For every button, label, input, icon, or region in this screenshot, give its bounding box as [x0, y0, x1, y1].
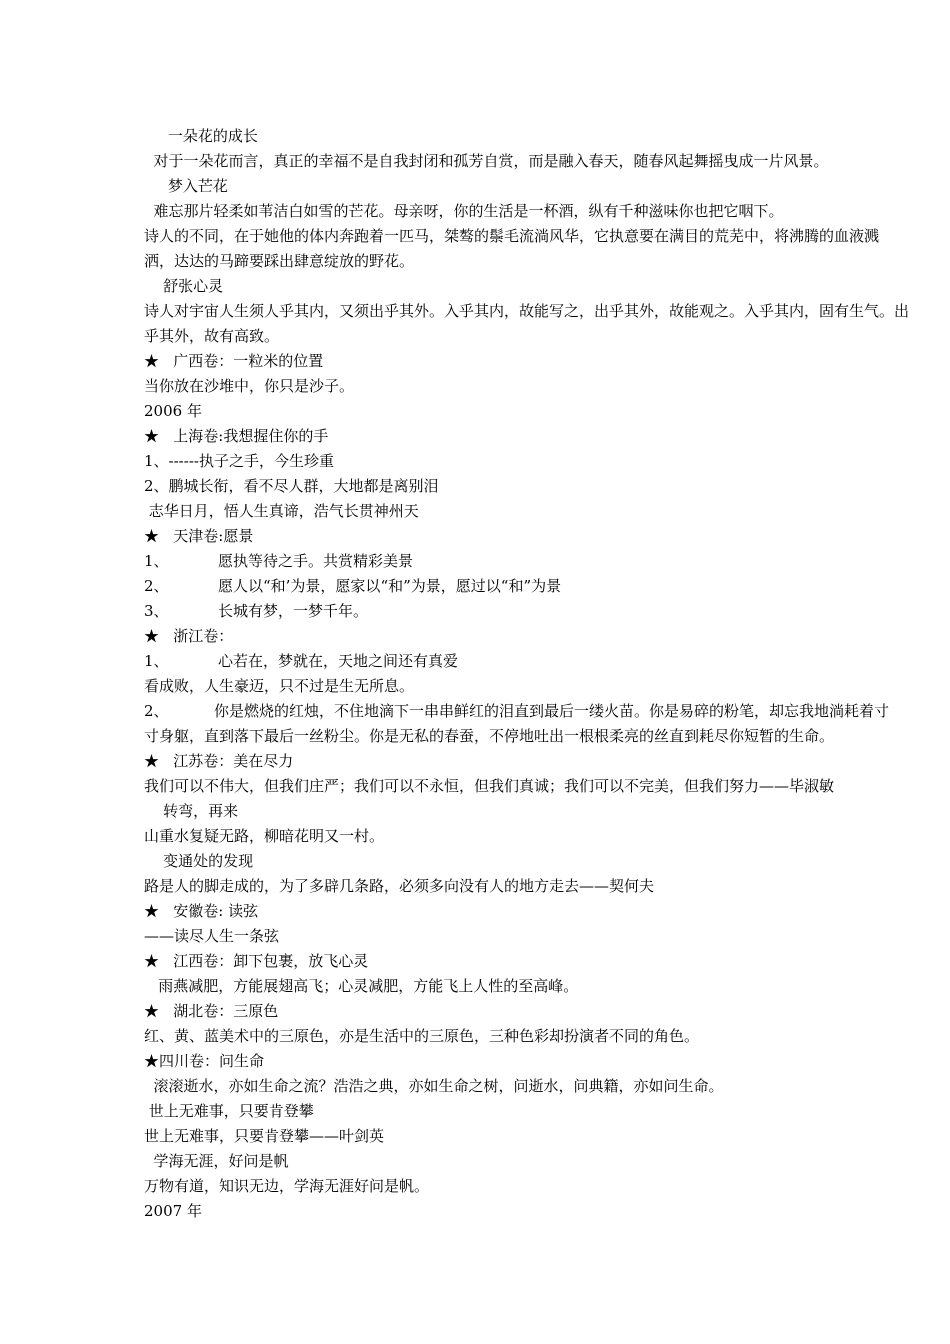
- year-heading: 2006 年: [144, 402, 202, 420]
- heading-line: 转弯，再来: [144, 802, 239, 820]
- numbered-item: [144, 574, 950, 599]
- numbered-item: [144, 699, 950, 724]
- year-heading: 2007 年: [144, 1202, 202, 1220]
- text-line: 万物有道，知识无边，学海无涯好问是帆。: [144, 1177, 430, 1195]
- heading-line: 舒张心灵: [144, 277, 224, 295]
- text-line: 学海无涯，好问是帆: [144, 1152, 289, 1170]
- numbered-item: [144, 599, 950, 624]
- text-line: 看成败，人生豪迈，只不过是生无所息。: [144, 677, 415, 695]
- text-line: 世上无难事，只要肯登攀: [144, 1102, 314, 1120]
- text-line: 山重水复疑无路，柳暗花明又一村。: [144, 827, 385, 845]
- heading-line: 一朵花的成长: [144, 127, 258, 145]
- item-text: 愿执等待之手。共赏精彩美景: [218, 552, 414, 570]
- heading-line: 梦入芒花: [144, 177, 228, 195]
- item-number: 1、: [144, 652, 169, 670]
- numbered-item: [144, 649, 950, 674]
- text-line: 难忘那片轻柔如苇洁白如雪的芒花。母亲呀，你的生活是一杯酒，纵有千种滋味你也把它咽下。: [144, 202, 784, 220]
- document-body: [144, 124, 950, 1224]
- section-heading: ★ 天津卷:愿景: [144, 527, 254, 545]
- item-number: 1、: [144, 552, 169, 570]
- item-text: 愿人以“和’为景，愿家以“和”为景，愿过以“和”为景: [218, 577, 562, 595]
- text-line: 2、鹏城长衔，看不尽人群，大地都是离别泪: [144, 477, 439, 495]
- item-text: 你是燃烧的红烛，不住地滴下一串串鲜红的泪直到最后一缕火苗。你是易碎的粉笔，却忘我地淌耗着寸: [214, 702, 890, 720]
- text-line: 路是人的脚走成的，为了多辟几条路，必须多向没有人的地方走去——契何夫: [144, 877, 655, 895]
- section-heading: ★四川卷：问生命: [144, 1052, 265, 1070]
- text-line: 志华日月，悟人生真谛，浩气长贯神州天: [144, 502, 419, 520]
- section-heading: ★ 浙江卷：: [144, 627, 234, 645]
- text-line: 当你放在沙堆中，你只是沙子。: [144, 377, 355, 395]
- text-line: 洒，达达的马蹄要踩出肆意绽放的野花。: [144, 252, 415, 270]
- item-number: 3、: [144, 602, 169, 620]
- text-line: 我们可以不伟大，但我们庄严；我们可以不永恒，但我们真诚；我们可以不完美，但我们努力——毕淑敏: [144, 777, 835, 795]
- text-line: 红、黄、蓝美术中的三原色，亦是生活中的三原色，三种色彩却扮演者不同的角色。: [144, 1027, 700, 1045]
- text-line: 诗人对宇宙人生须人乎其内，又须出乎其外。入乎其内，故能写之，出乎其外，故能观之。入乎其内，固有生气。出: [144, 302, 910, 320]
- numbered-item: [144, 549, 950, 574]
- section-heading: ★ 湖北卷：三原色: [144, 1002, 279, 1020]
- section-heading: ★ 安徽卷: 读弦: [144, 902, 259, 920]
- section-heading: ★ 江西卷：卸下包裹，放飞心灵: [144, 952, 369, 970]
- item-number: 2、: [144, 702, 169, 720]
- section-heading: ★ 广西卷：一粒米的位置: [144, 352, 324, 370]
- item-text: 心若在，梦就在，天地之间还有真爱: [218, 652, 459, 670]
- text-line: 雨燕减肥，方能展翅高飞；心灵减肥，方能飞上人性的至高峰。: [144, 977, 579, 995]
- heading-line: 变通处的发现: [144, 852, 254, 870]
- section-heading: ★ 上海卷:我想握住你的手: [144, 427, 329, 445]
- text-line: 对于一朵花而言，真正的幸福不是自我封闭和孤芳自赏，而是融入春天，随春风起舞摇曳成一片风景。: [144, 152, 829, 170]
- text-line: 诗人的不同，在于她他的体内奔跑着一匹马，桀骜的鬃毛流淌风华，它执意要在满目的荒芜中，将沸腾的血液溅: [144, 227, 880, 245]
- item-number: 2、: [144, 577, 169, 595]
- text-line: 1、------执子之手，今生珍重: [144, 452, 334, 470]
- text-line: 寸身躯，直到落下最后一丝粉尘。你是无私的春蚕，不停地吐出一根根柔亮的丝直到耗尽你短暂的生命。: [144, 727, 835, 745]
- section-heading: ★ 江苏卷：美在尽力: [144, 752, 294, 770]
- text-line: 世上无难事，只要肯登攀——叶剑英: [144, 1127, 385, 1145]
- text-line: 乎其外，故有高致。: [144, 327, 280, 345]
- item-text: 长城有梦，一梦千年。: [218, 602, 369, 620]
- text-line: ——读尽人生一条弦: [144, 927, 280, 945]
- text-line: 滚滚逝水，亦如生命之流？浩浩之典，亦如生命之树，问逝水，问典籍，亦如问生命。: [144, 1077, 724, 1095]
